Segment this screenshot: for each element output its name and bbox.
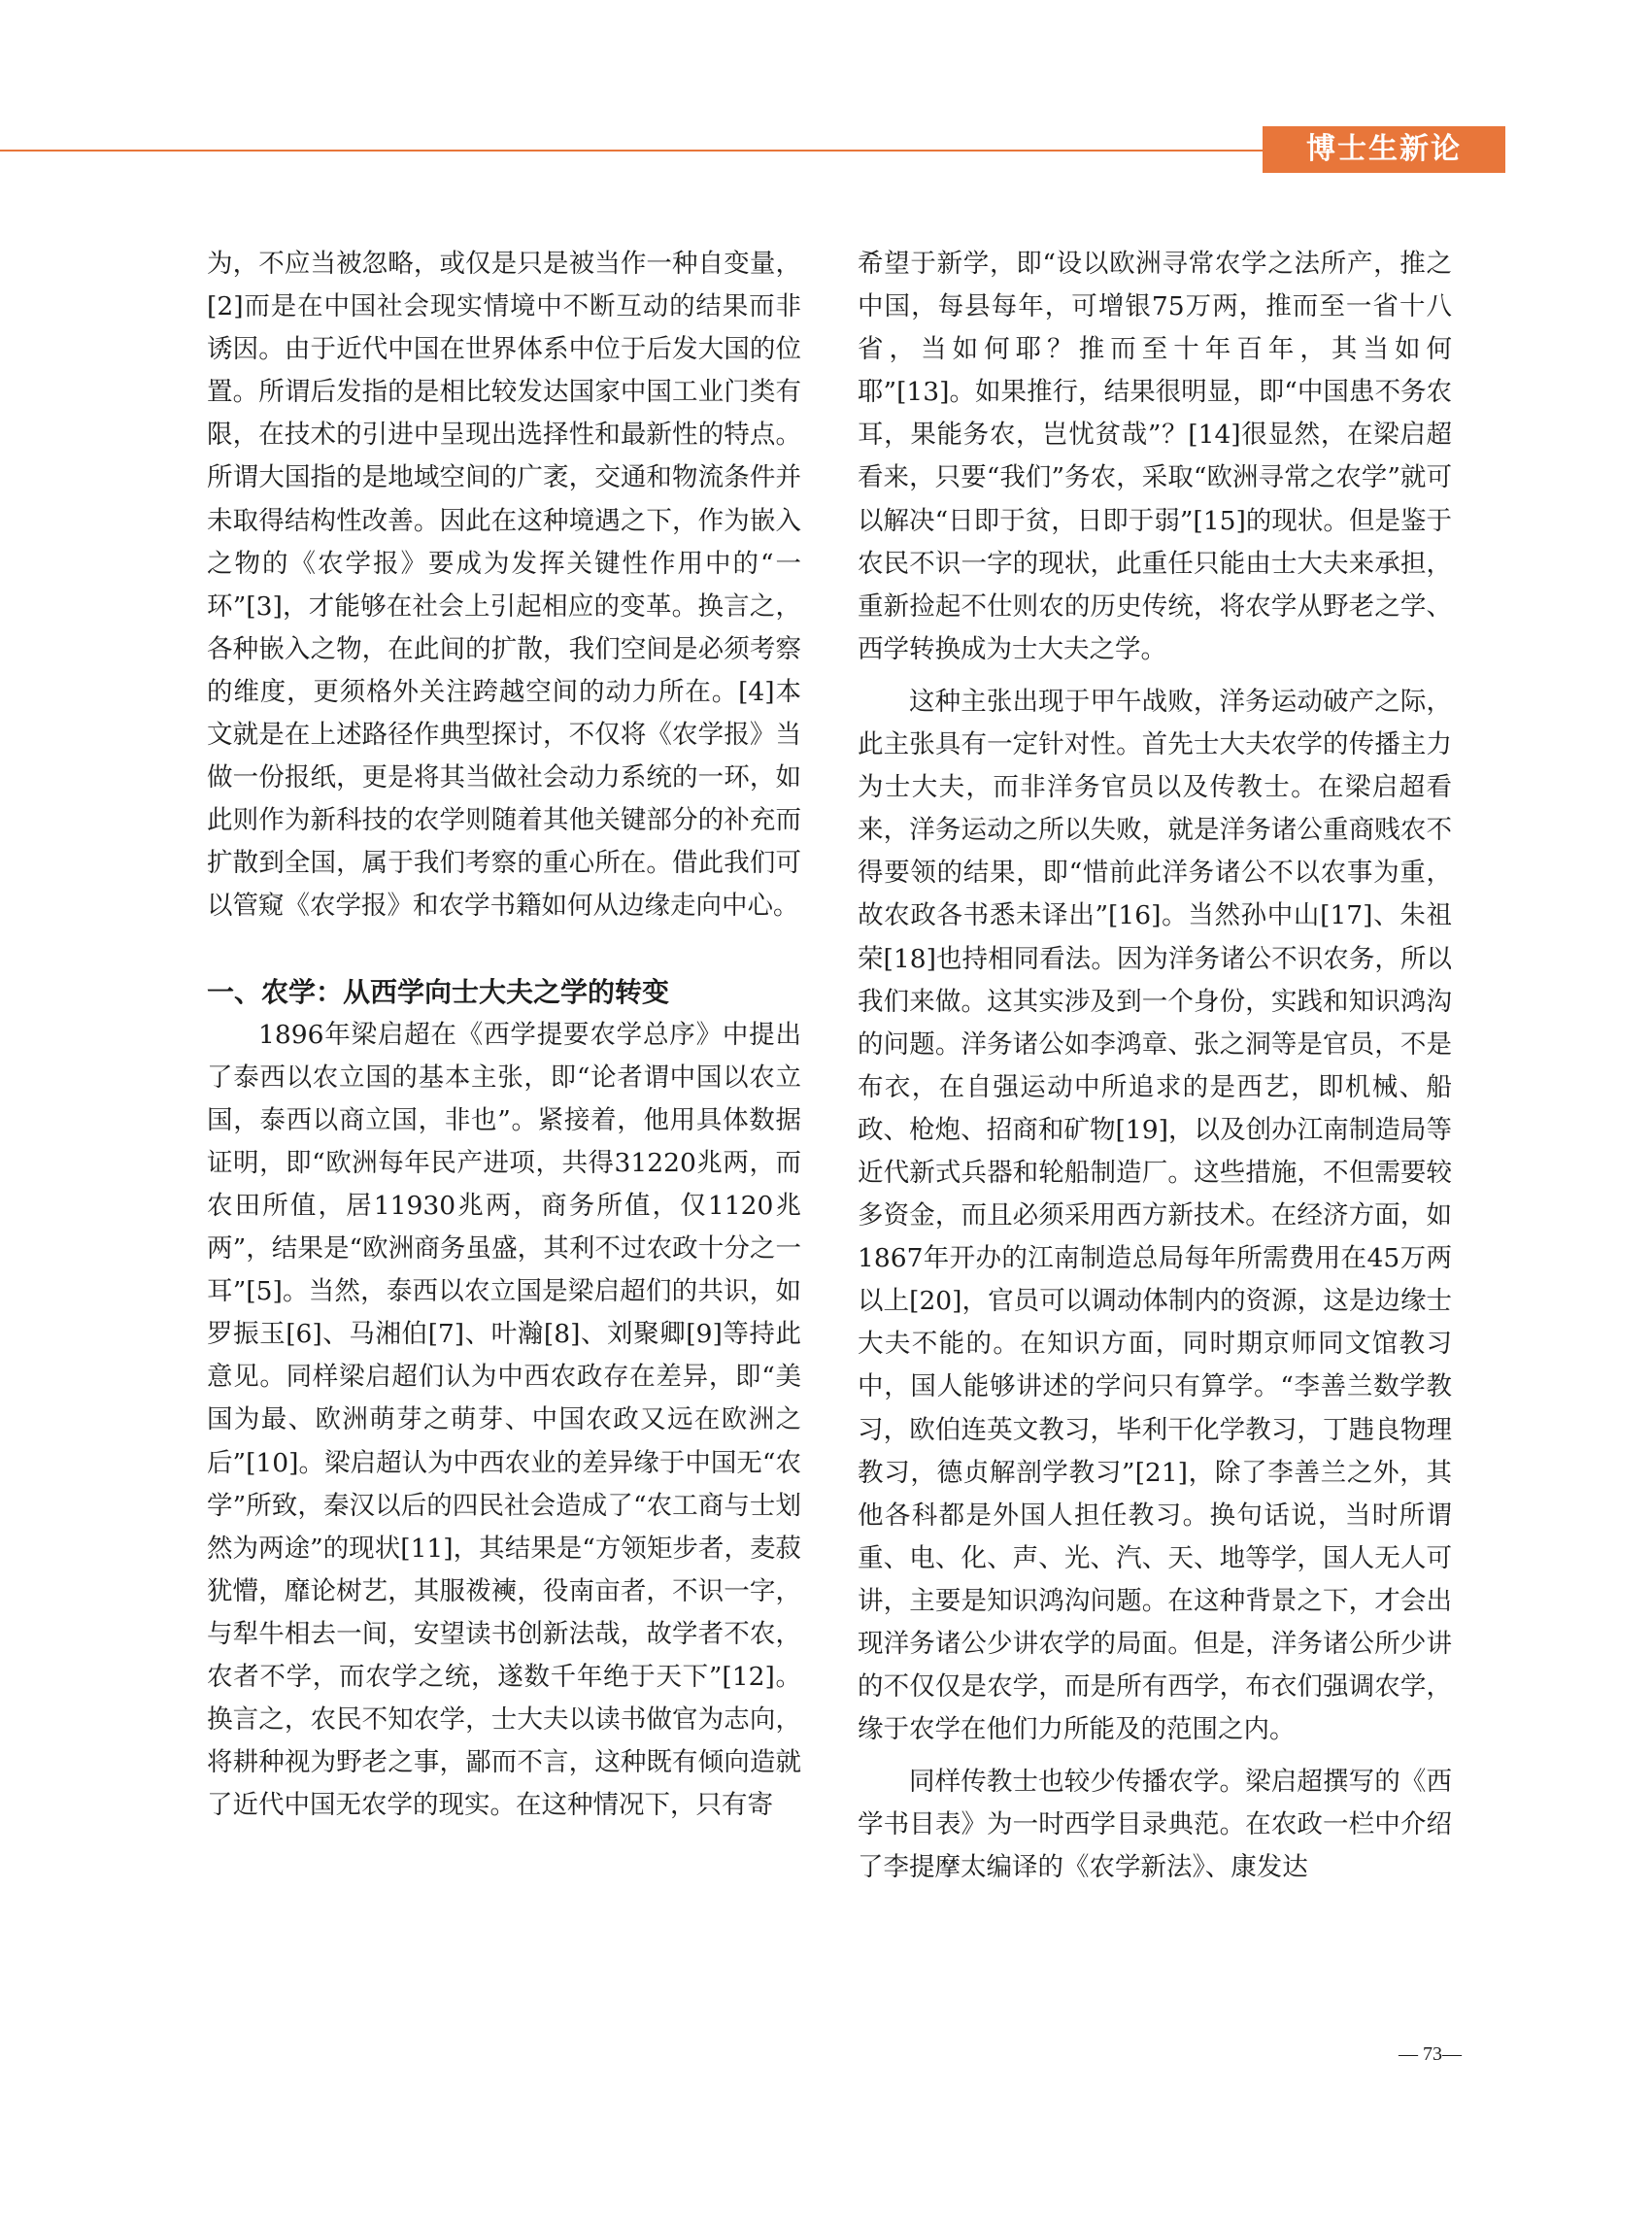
paragraph: 1896年梁启超在《西学提要农学总序》中提出了泰西以农立国的基本主张，即“论者谓中国以农立国，泰西以商立国，非也”。紧接着，他用具体数据证明，即“欧洲每年民产进项，共得31220兆两，而农田所值，居11930兆两，商务所值，仅1120兆两”，结果是“欧洲商务虽盛，其利不过农政十分之一耳”[5]。当然，泰西以农立国是梁启超们的共识，如罗振玉[6]、马湘伯[7]、叶瀚[8]、刘聚卿[9]等持此意见。同样梁启超们认为中西农政存在差异，即“美国为最、欧洲萌芽之萌芽、中国农政又远在欧洲之后”[10]。梁启超认为中西农业的差异缘于中国无“农学”所致，秦汉以后的四民社会造成了“农工商与士划然为两途”的现状[11]，其结果是“方领矩步者，麦菽犹懵，靡论树艺，其服袯襫，役南亩者，不识一字，与犁牛相去一间，安望读书创新法哉，故学者不农，农者不学，而农学之统，遂数千年绝于天下”[12]。换言之，农民不知农学，士大夫以读书做官为志向，将耕种视为野老之事，鄙而不言，这种既有倾向造就了近代中国无农学的现实。在这种情况下，只有寄 [207,1019,801,1821]
right-column [858,243,1452,1890]
section-tab: 博士生新论 [1263,126,1505,173]
header-rule [0,150,1263,152]
left-column [207,243,801,1827]
section-heading: 一、农学：从西学向士大夫之学的转变 [207,975,670,1008]
paragraph: 同样传教士也较少传播农学。梁启超撰写的《西学书目表》为一时西学目录典范。在农政一栏中介绍了李提摩太编译的《农学新法》、康发达 [858,1767,1452,1883]
paragraph: 希望于新学，即“设以欧洲寻常农学之法所产，推之中国，每县每年，可增银75万两，推而至一省十八省，当如何耶？推而至十年百年，其当如何耶”[13]。如果推行，结果很明显，即“中国患不务农耳，果能务农，岂忧贫哉”？[14]很显然，在梁启超看来，只要“我们”务农，采取“欧洲寻常之农学”就可以解决“日即于贫，日即于弱”[15]的现状。但是鉴于农民不识一字的现状，此重任只能由士大夫来承担，重新捡起不仕则农的历史传统，将农学从野老之学、西学转换成为士大夫之学。 [858,249,1452,664]
page-number: — 73— [1399,2043,1462,2065]
paragraph: 为，不应当被忽略，或仅是只是被当作一种自变量，[2]而是在中国社会现实情境中不断互动的结果而非诱因。由于近代中国在世界体系中位于后发大国的位置。所谓后发指的是相比较发达国家中国工业门类有限，在技术的引进中呈现出选择性和最新性的特点。所谓大国指的是地域空间的广袤，交通和物流条件并未取得结构性改善。因此在这种境遇之下，作为嵌入之物的《农学报》要成为发挥关键性作用中的“一环”[3]，才能够在社会上引起相应的变革。换言之，各种嵌入之物，在此间的扩散，我们空间是必须考察的维度，更须格外关注跨越空间的动力所在。[4]本文就是在上述路径作典型探讨，不仅将《农学报》当做一份报纸，更是将其当做社会动力系统的一环，如此则作为新科技的农学则随着其他关键部分的补充而扩散到全国，属于我们考察的重心所在。借此我们可以管窥《农学报》和农学书籍如何从边缘走向中心。 [207,249,801,922]
paragraph: 这种主张出现于甲午战败，洋务运动破产之际，此主张具有一定针对性。首先士大夫农学的传播主力为士大夫，而非洋务官员以及传教士。在梁启超看来，洋务运动之所以失败，就是洋务诸公重商贱农不得要领的结果，即“惜前此洋务诸公不以农事为重，故农政各书悉未译出”[16]。当然孙中山[17]、朱祖荣[18]也持相同看法。因为洋务诸公不识农务，所以我们来做。这其实涉及到一个身份，实践和知识鸿沟的问题。洋务诸公如李鸿章、张之洞等是官员，不是布衣，在自强运动中所追求的是西艺，即机械、船政、枪炮、招商和矿物[19]，以及创办江南制造局等近代新式兵器和轮船制造厂。这些措施，不但需要较多资金，而且必须采用西方新技术。在经济方面，如1867年开办的江南制造总局每年所需费用在45万两以上[20]，官员可以调动体制内的资源，这是边缘士大夫不能的。在知识方面，同时期京师同文馆教习中，国人能够讲述的学问只有算学。“李善兰数学教习，欧伯连英文教习，毕利干化学教习，丁韪良物理教习，德贞解剖学教习”[21]，除了李善兰之外，其他各科都是外国人担任教习。换句话说，当时所谓重、电、化、声、光、汽、天、地等学，国人无人可讲，主要是知识鸿沟问题。在这种背景之下，才会出现洋务诸公少讲农学的局面。但是，洋务诸公所少讲的不仅仅是农学，而是所有西学，布衣们强调农学，缘于农学在他们力所能及的范围之内。 [858,686,1452,1745]
